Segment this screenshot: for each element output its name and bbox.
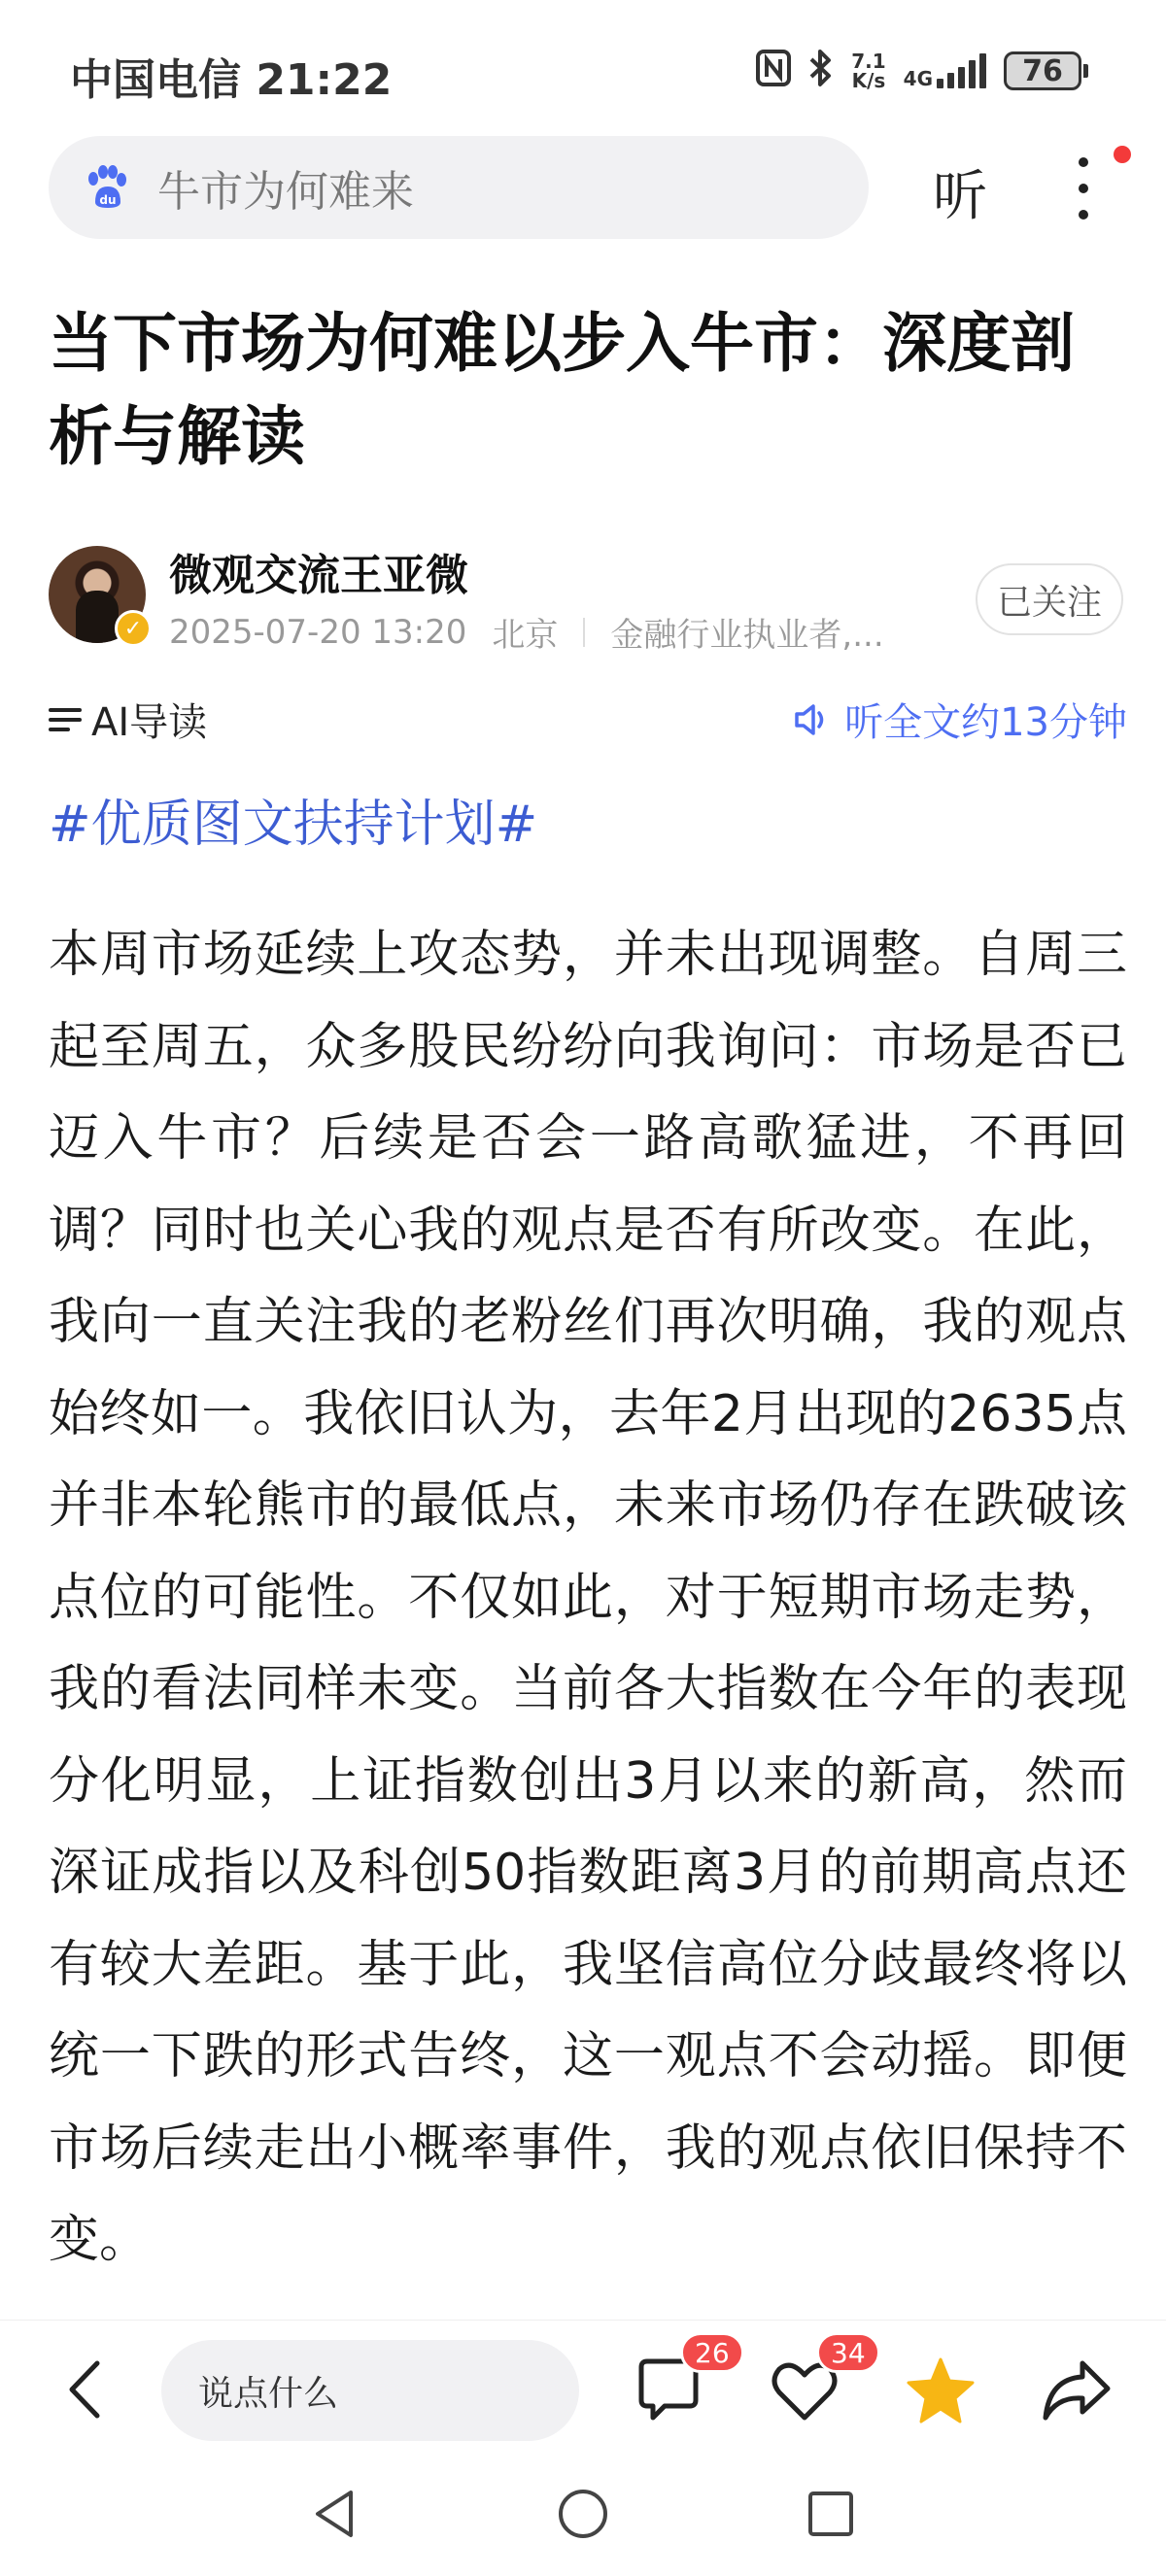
signal-bars	[937, 53, 986, 88]
listen-full-label: 听全文约13分钟	[844, 700, 1127, 745]
status-icons	[756, 49, 1088, 93]
notification-dot	[1114, 146, 1131, 163]
ai-lines-icon	[49, 708, 82, 731]
search-input[interactable]	[49, 136, 869, 239]
status-bar	[0, 0, 1166, 136]
battery-level: 76	[1004, 51, 1081, 90]
system-nav-bar	[0, 2456, 1166, 2576]
baidu-paw-icon	[82, 163, 130, 212]
publish-location: 北京	[492, 616, 559, 655]
listen-full-button[interactable]	[792, 692, 1127, 747]
hashtag-link[interactable]: #优质图文扶持计划#	[49, 796, 538, 854]
nav-home-icon[interactable]	[554, 2485, 612, 2543]
ai-read-button[interactable]	[49, 692, 207, 747]
search-query: 牛市为何难来	[157, 167, 414, 217]
author-tagline: 金融行业执业者,...	[610, 616, 884, 655]
comment-count-badge: 26	[680, 2332, 744, 2373]
author-meta	[169, 608, 884, 656]
body-fade	[0, 2283, 1166, 2318]
signal-type: 4G	[903, 67, 933, 90]
verified-icon: ✓	[115, 610, 152, 647]
nfc-icon	[756, 50, 791, 92]
star-icon[interactable]	[904, 2354, 977, 2427]
back-arrow-icon[interactable]	[58, 2356, 117, 2423]
like-count-badge: 34	[816, 2332, 880, 2373]
author-row	[49, 540, 1127, 655]
follow-button[interactable]: 已关注	[976, 563, 1123, 635]
article-body: 本周市场延续上攻态势，并未出现调整。自周三起至周五，众多股民纷纷向我询问：市场是否已迈入牛市？后续是否会一路高歌猛进，不再回调？同时也关心我的观点是否有所改变。在此，我向一直关注我的老粉丝们再次明确，我的观点始终如一。我依旧认为，去年2月出现的2635点并非本轮熊市的最低点，未来市场仍存在跌破该点位的可能性。不仅如此，对于短期市场走势，我的看法同样未变。当前各大指数在今年的表现分化明显，上证指数创出3月以来的新高，然而深证成指以及科创50指数距离3月的前期高点还有较大差距。基于此，我坚信高位分歧最终将以统一下跌的形式告终，这一观点不会动摇。即便市场后续走出小概率事件，我的观点依旧保持不变。	[49, 926, 1127, 2269]
net-speed	[851, 51, 885, 90]
battery-icon	[1004, 51, 1088, 90]
ai-row	[49, 692, 1127, 750]
net-speed-value: 7.1	[851, 50, 886, 73]
author-name[interactable]: 微观交流王亚微	[169, 551, 468, 600]
bluetooth-icon	[808, 49, 834, 93]
article-title: 当下市场为何难以步入牛市：深度剖析与解读	[49, 306, 1075, 474]
carrier-time: 中国电信 21:22	[70, 55, 393, 105]
nav-back-icon[interactable]	[306, 2485, 364, 2543]
svg-text:du: du	[99, 193, 117, 207]
share-icon[interactable]	[1040, 2354, 1114, 2427]
publish-date: 2025-07-20 13:20	[169, 612, 467, 652]
net-speed-unit: K/s	[851, 69, 886, 92]
action-bar	[0, 2320, 1166, 2456]
comment-input[interactable]: 说点什么	[161, 2340, 579, 2441]
more-icon[interactable]	[1069, 157, 1098, 220]
search-header	[0, 136, 1166, 243]
nav-recents-icon[interactable]	[802, 2485, 860, 2543]
ai-read-label: AI导读	[91, 700, 208, 745]
speaker-icon	[792, 700, 831, 739]
listen-button[interactable]: 听	[933, 165, 987, 228]
signal-icon	[904, 53, 986, 88]
